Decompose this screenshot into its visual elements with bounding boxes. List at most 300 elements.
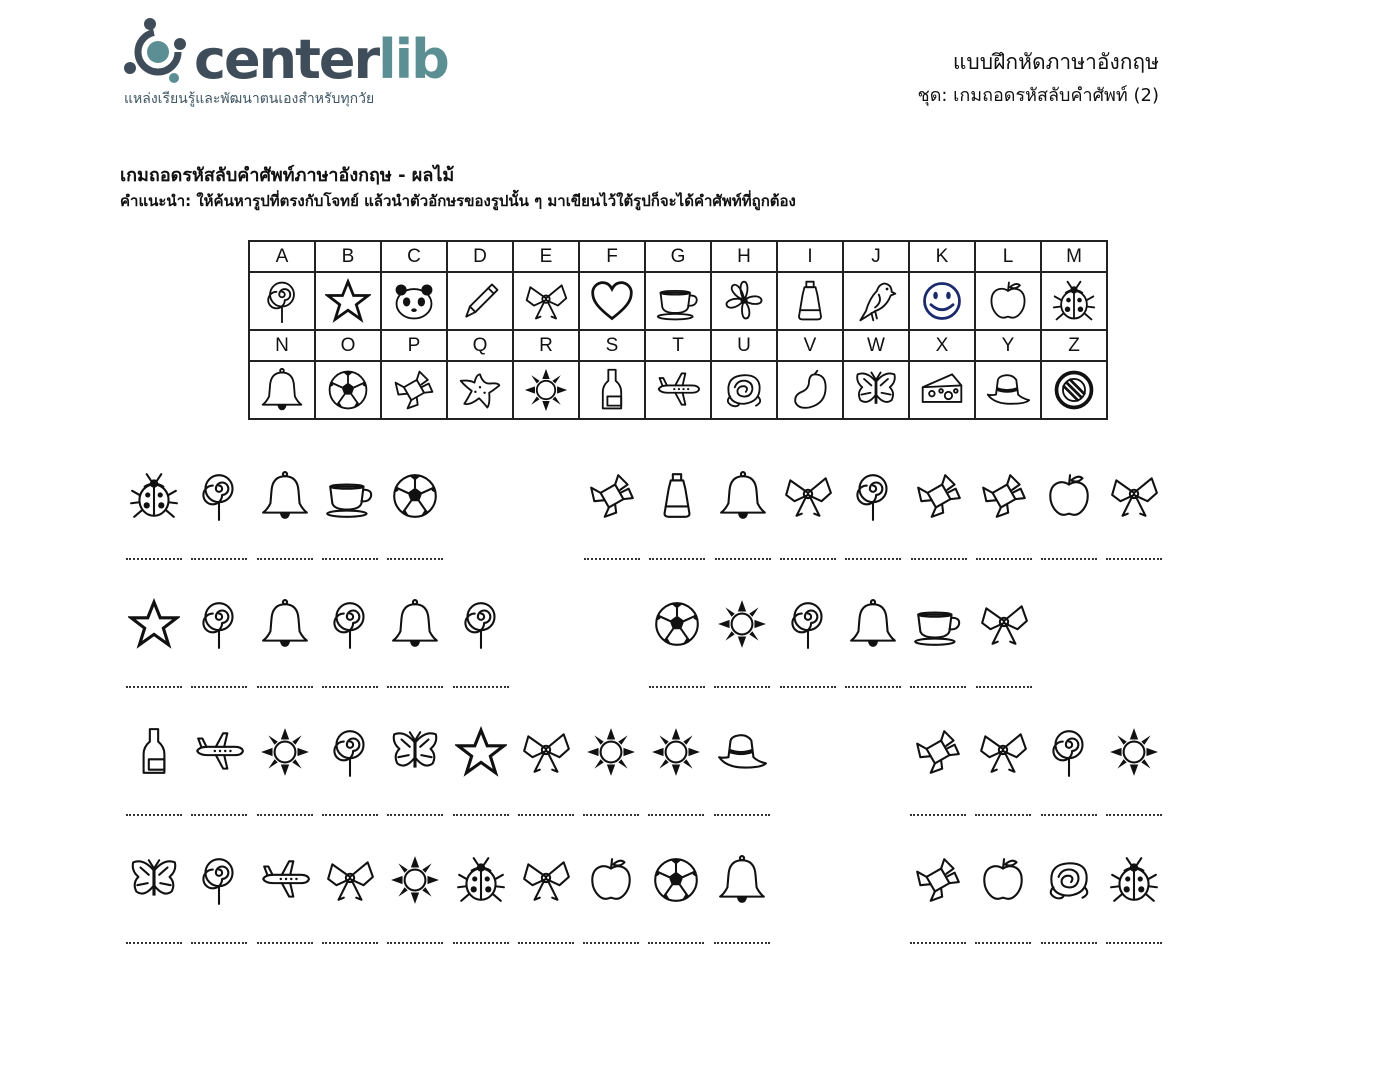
bow-icon: [520, 726, 572, 778]
puzzle-cell: [385, 854, 445, 964]
answer-blank[interactable]: [910, 666, 966, 688]
answer-blank[interactable]: [975, 922, 1031, 944]
key-letter: J: [843, 241, 909, 272]
sun-icon: [1108, 726, 1160, 778]
candy-icon: [912, 726, 964, 778]
answer-blank[interactable]: [257, 922, 313, 944]
puzzle-cell: [255, 726, 315, 836]
key-symbol-cell: [579, 361, 645, 419]
puzzle-symbol: [259, 470, 311, 522]
key-letter: D: [447, 241, 513, 272]
answer-blank[interactable]: [387, 538, 443, 560]
heart-icon: [589, 278, 635, 324]
puzzle-cell: [973, 726, 1033, 836]
key-symbol-cell: [645, 272, 711, 330]
puzzle-symbol: [389, 726, 441, 778]
cup-icon: [912, 598, 964, 650]
no-sign-icon: [1051, 367, 1097, 413]
hat-icon: [985, 367, 1031, 413]
puzzle-symbol: [1043, 854, 1095, 906]
answer-blank[interactable]: [518, 794, 574, 816]
logo-mark-icon: [122, 16, 192, 86]
key-symbol-cell: [975, 272, 1041, 330]
puzzle-symbol: [455, 598, 507, 650]
bottle-icon: [128, 726, 180, 778]
answer-blank[interactable]: [191, 666, 247, 688]
logo-tagline: แหล่งเรียนรู้และพัฒนาตนเองสำหรับทุกวัย: [124, 91, 375, 107]
key-letter: B: [315, 241, 381, 272]
answer-blank[interactable]: [191, 794, 247, 816]
answer-blank[interactable]: [387, 922, 443, 944]
worksheet-set-label: ชุด: เกมถอดรหัสลับคำศัพท์ (2): [917, 85, 1159, 106]
bow-icon: [324, 854, 376, 906]
answer-blank[interactable]: [648, 794, 704, 816]
puzzle-cell: [712, 854, 772, 964]
panda-icon: [391, 278, 437, 324]
soccer-ball-icon: [650, 854, 702, 906]
answer-blank[interactable]: [126, 538, 182, 560]
answer-blank[interactable]: [322, 666, 378, 688]
candy-icon: [913, 470, 965, 522]
key-symbol-cell: [645, 361, 711, 419]
lollipop-icon: [455, 598, 507, 650]
key-symbol-cell: [1041, 361, 1107, 419]
bow-icon: [978, 598, 1030, 650]
answer-blank[interactable]: [1041, 538, 1097, 560]
answer-blank[interactable]: [126, 922, 182, 944]
puzzle-cell: [778, 470, 838, 580]
key-letter: R: [513, 330, 579, 361]
puzzle-cell: [1039, 854, 1099, 964]
apple-icon: [977, 854, 1029, 906]
puzzle-symbol: [913, 470, 965, 522]
puzzle-symbol: [651, 470, 703, 522]
puzzle-cell: [385, 470, 445, 580]
puzzle-cell: [973, 854, 1033, 964]
key-symbol-cell: [381, 272, 447, 330]
puzzle-symbol: [193, 726, 245, 778]
lollipop-icon: [1043, 726, 1095, 778]
star-icon: [128, 598, 180, 650]
key-letter: N: [249, 330, 315, 361]
key-symbol-cell: [447, 361, 513, 419]
puzzle-cell: [189, 854, 249, 964]
answer-blank[interactable]: [910, 922, 966, 944]
puzzle-symbol: [1108, 726, 1160, 778]
lollipop-icon: [193, 854, 245, 906]
answer-blank[interactable]: [257, 538, 313, 560]
butterfly-icon: [389, 726, 441, 778]
lollipop-icon: [259, 278, 305, 324]
bell-icon: [847, 598, 899, 650]
puzzle-symbol: [324, 726, 376, 778]
puzzle-symbol: [650, 726, 702, 778]
puzzle-cell: [908, 854, 968, 964]
answer-blank[interactable]: [1106, 794, 1162, 816]
key-letter: W: [843, 330, 909, 361]
answer-blank[interactable]: [976, 666, 1032, 688]
candy-icon: [978, 470, 1030, 522]
puzzle-symbol: [782, 598, 834, 650]
star-icon: [325, 278, 371, 324]
answer-blank[interactable]: [976, 538, 1032, 560]
key-letter: M: [1041, 241, 1107, 272]
puzzle-cell: [713, 470, 773, 580]
puzzle-symbol: [847, 470, 899, 522]
puzzle-cell: [647, 598, 707, 708]
puzzle-cell: [646, 854, 706, 964]
key-symbol-cell: [513, 272, 579, 330]
logo-wordmark: [194, 30, 448, 90]
puzzle-symbol: [977, 726, 1029, 778]
lollipop-icon: [847, 470, 899, 522]
starfish-icon: [457, 367, 503, 413]
key-letter: P: [381, 330, 447, 361]
cup-icon: [655, 278, 701, 324]
key-letter: V: [777, 330, 843, 361]
puzzle-symbol: [651, 598, 703, 650]
answer-blank[interactable]: [845, 666, 901, 688]
candy-icon: [391, 367, 437, 413]
candy-icon: [586, 470, 638, 522]
logo-word-lib: lib: [378, 28, 448, 91]
lollipop-icon: [193, 598, 245, 650]
puzzle-cell: [1104, 854, 1164, 964]
sun-icon: [716, 598, 768, 650]
answer-blank[interactable]: [780, 666, 836, 688]
puzzle-symbol: [520, 854, 572, 906]
key-letter: Q: [447, 330, 513, 361]
puzzle-symbol: [782, 470, 834, 522]
puzzle-symbol: [716, 726, 768, 778]
rose-icon: [721, 367, 767, 413]
puzzle-cell: [909, 470, 969, 580]
lollipop-icon: [782, 598, 834, 650]
puzzle-symbol: [389, 470, 441, 522]
answer-blank[interactable]: [126, 666, 182, 688]
bow-icon: [1108, 470, 1160, 522]
puzzle-cell: [1104, 470, 1164, 580]
key-letter-row: [249, 241, 1107, 272]
candy-icon: [912, 854, 964, 906]
soccer-ball-icon: [389, 470, 441, 522]
puzzle-symbol: [259, 854, 311, 906]
puzzle-symbol: [128, 470, 180, 522]
puzzle-symbol: [585, 726, 637, 778]
puzzle-cell: [255, 854, 315, 964]
airplane-icon: [259, 854, 311, 906]
airplane-icon: [655, 367, 701, 413]
logo-word-center: center: [194, 28, 379, 91]
answer-blank[interactable]: [387, 666, 443, 688]
answer-blank[interactable]: [322, 922, 378, 944]
puzzle-cell: [582, 470, 642, 580]
key-symbol-cell: [249, 272, 315, 330]
key-letter: O: [315, 330, 381, 361]
sheet-title: เกมถอดรหัสลับคำศัพท์ภาษาอังกฤษ - ผลไม้: [120, 165, 455, 186]
puzzle-symbol: [259, 598, 311, 650]
answer-blank[interactable]: [1106, 922, 1162, 944]
bell-icon: [259, 367, 305, 413]
puzzle-cell: [974, 470, 1034, 580]
butterfly-icon: [853, 367, 899, 413]
key-letter: U: [711, 330, 777, 361]
puzzle-cell: [124, 726, 184, 836]
answer-blank[interactable]: [649, 538, 705, 560]
cup-icon: [324, 470, 376, 522]
apple-icon: [985, 278, 1031, 324]
key-symbol-cell: [909, 361, 975, 419]
answer-blank[interactable]: [714, 666, 770, 688]
key-symbol-cell: [975, 361, 1041, 419]
cipher-key-table: [248, 240, 1108, 420]
lollipop-icon: [193, 470, 245, 522]
bow-icon: [520, 854, 572, 906]
bow-icon: [782, 470, 834, 522]
instruction-text: คำแนะนำ: ให้ค้นหารูปที่ตรงกับโจทย์ แล้วนำตัวอักษรของรูปนั้น ๆ มาเขียนไว้ใต้รูปก็จะได้คำศัพท์ที่ถูกต้อง: [120, 192, 796, 210]
puzzle-symbol: [324, 470, 376, 522]
key-symbol-cell: [711, 272, 777, 330]
lollipop-icon: [324, 726, 376, 778]
bird-icon: [853, 278, 899, 324]
worksheet-heading: แบบฝึกหัดภาษาอังกฤษ: [952, 50, 1159, 74]
key-letter: A: [249, 241, 315, 272]
answer-blank[interactable]: [714, 794, 770, 816]
answer-blank[interactable]: [453, 666, 509, 688]
shaker-icon: [651, 470, 703, 522]
key-symbol-cell: [777, 272, 843, 330]
puzzle-cell: [1104, 726, 1164, 836]
answer-blank[interactable]: [257, 666, 313, 688]
puzzle-symbol: [128, 854, 180, 906]
key-letter: E: [513, 241, 579, 272]
puzzle-symbol: [978, 598, 1030, 650]
key-letter: F: [579, 241, 645, 272]
answer-blank[interactable]: [583, 794, 639, 816]
answer-blank[interactable]: [518, 922, 574, 944]
smiley-icon: [919, 278, 965, 324]
answer-blank[interactable]: [975, 794, 1031, 816]
puzzle-cell: [646, 726, 706, 836]
puzzle-symbol: [193, 854, 245, 906]
puzzle-cell: [712, 598, 772, 708]
puzzle-cell: [320, 598, 380, 708]
answer-blank[interactable]: [583, 922, 639, 944]
pencil-icon: [457, 278, 503, 324]
answer-blank[interactable]: [715, 538, 771, 560]
puzzle-symbol: [389, 598, 441, 650]
key-symbol-cell: [843, 272, 909, 330]
answer-blank[interactable]: [845, 538, 901, 560]
answer-blank[interactable]: [387, 794, 443, 816]
puzzle-symbol: [717, 470, 769, 522]
key-letter: L: [975, 241, 1041, 272]
puzzle-symbol: [128, 726, 180, 778]
puzzle-symbol: [455, 854, 507, 906]
answer-blank[interactable]: [584, 538, 640, 560]
puzzle-cell: [1039, 726, 1099, 836]
puzzle-cell: [189, 726, 249, 836]
puzzle-symbol: [455, 726, 507, 778]
sun-icon: [650, 726, 702, 778]
bell-icon: [716, 854, 768, 906]
answer-blank[interactable]: [191, 922, 247, 944]
answer-blank[interactable]: [453, 794, 509, 816]
ladybug-icon: [128, 470, 180, 522]
answer-blank[interactable]: [453, 922, 509, 944]
ladybug-icon: [455, 854, 507, 906]
puzzle-symbol: [716, 598, 768, 650]
shaker-icon: [787, 278, 833, 324]
answer-blank[interactable]: [648, 922, 704, 944]
bell-icon: [717, 470, 769, 522]
centerlib-logo: [122, 16, 448, 112]
puzzle-cell: [189, 598, 249, 708]
apple-icon: [1043, 470, 1095, 522]
puzzle-symbol: [1043, 470, 1095, 522]
answer-blank[interactable]: [1041, 794, 1097, 816]
ladybug-icon: [1051, 278, 1097, 324]
puzzle-cell: [255, 598, 315, 708]
apple-icon: [585, 854, 637, 906]
hat-icon: [716, 726, 768, 778]
star-icon: [455, 726, 507, 778]
puzzle-cell: [647, 470, 707, 580]
key-symbol-cell: [249, 361, 315, 419]
puzzle-cell: [908, 598, 968, 708]
puzzle-symbol: [324, 854, 376, 906]
answer-blank[interactable]: [1041, 922, 1097, 944]
puzzle-cell: [385, 598, 445, 708]
puzzle-cell: [581, 854, 641, 964]
key-letter: Y: [975, 330, 1041, 361]
key-letter: I: [777, 241, 843, 272]
puzzle-symbol: [716, 854, 768, 906]
puzzle-symbol: [1108, 470, 1160, 522]
ladybug-icon: [1108, 854, 1160, 906]
answer-blank[interactable]: [780, 538, 836, 560]
rose-icon: [1043, 854, 1095, 906]
puzzle-symbol: [650, 854, 702, 906]
answer-blank[interactable]: [1106, 538, 1162, 560]
key-letter: X: [909, 330, 975, 361]
puzzle-cell: [843, 598, 903, 708]
puzzle-symbol: [324, 598, 376, 650]
key-letter: Z: [1041, 330, 1107, 361]
key-symbol-cell: [843, 361, 909, 419]
puzzle-cell: [712, 726, 772, 836]
answer-blank[interactable]: [911, 538, 967, 560]
soccer-ball-icon: [325, 367, 371, 413]
key-symbol-cell: [579, 272, 645, 330]
mango-icon: [787, 367, 833, 413]
puzzle-symbol: [389, 854, 441, 906]
puzzle-cell: [320, 726, 380, 836]
puzzle-symbol: [978, 470, 1030, 522]
bottle-icon: [589, 367, 635, 413]
puzzle-cell: [385, 726, 445, 836]
puzzle-cell: [451, 598, 511, 708]
key-letter: C: [381, 241, 447, 272]
sun-icon: [389, 854, 441, 906]
cheese-icon: [919, 367, 965, 413]
key-symbol-cell: [381, 361, 447, 419]
puzzle-cell: [124, 598, 184, 708]
bell-icon: [259, 470, 311, 522]
key-symbol-cell: [315, 272, 381, 330]
puzzle-symbol: [520, 726, 572, 778]
puzzle-symbol: [977, 854, 1029, 906]
puzzle-symbol: [912, 726, 964, 778]
butterfly-icon: [128, 854, 180, 906]
key-letter: G: [645, 241, 711, 272]
sun-icon: [585, 726, 637, 778]
puzzle-cell: [255, 470, 315, 580]
answer-blank[interactable]: [649, 666, 705, 688]
puzzle-symbol: [847, 598, 899, 650]
puzzle-symbol: [1043, 726, 1095, 778]
puzzle-symbol: [1108, 854, 1160, 906]
key-symbol-cell: [1041, 272, 1107, 330]
puzzle-symbol: [193, 598, 245, 650]
answer-blank[interactable]: [714, 922, 770, 944]
puzzle-symbol: [128, 598, 180, 650]
soccer-ball-icon: [651, 598, 703, 650]
puzzle-symbol: [912, 598, 964, 650]
puzzle-cell: [516, 854, 576, 964]
bow-icon: [977, 726, 1029, 778]
sun-icon: [523, 367, 569, 413]
puzzle-symbol: [586, 470, 638, 522]
puzzle-cell: [320, 854, 380, 964]
answer-blank[interactable]: [126, 794, 182, 816]
bow-icon: [523, 278, 569, 324]
bell-icon: [389, 598, 441, 650]
answer-blank[interactable]: [257, 794, 313, 816]
puzzle-cell: [908, 726, 968, 836]
puzzle-cell: [974, 598, 1034, 708]
puzzle-symbol: [193, 470, 245, 522]
answer-blank[interactable]: [910, 794, 966, 816]
puzzle-symbol: [259, 726, 311, 778]
key-symbol-cell: [777, 361, 843, 419]
lollipop-icon: [324, 598, 376, 650]
flower-icon: [721, 278, 767, 324]
key-symbol-cell: [315, 361, 381, 419]
puzzle-symbol: [585, 854, 637, 906]
key-symbol-row: [249, 361, 1107, 419]
key-letter-row: [249, 330, 1107, 361]
key-symbol-cell: [513, 361, 579, 419]
puzzle-cell: [124, 854, 184, 964]
puzzle-symbol: [912, 854, 964, 906]
puzzle-cell: [843, 470, 903, 580]
answer-blank[interactable]: [191, 538, 247, 560]
key-letter: K: [909, 241, 975, 272]
key-symbol-cell: [909, 272, 975, 330]
answer-blank[interactable]: [322, 794, 378, 816]
key-symbol-cell: [447, 272, 513, 330]
key-symbol-row: [249, 272, 1107, 330]
answer-blank[interactable]: [322, 538, 378, 560]
puzzle-cell: [516, 726, 576, 836]
puzzle-cell: [581, 726, 641, 836]
key-letter: T: [645, 330, 711, 361]
puzzle-cell: [1039, 470, 1099, 580]
key-letter: S: [579, 330, 645, 361]
airplane-icon: [193, 726, 245, 778]
key-letter: H: [711, 241, 777, 272]
